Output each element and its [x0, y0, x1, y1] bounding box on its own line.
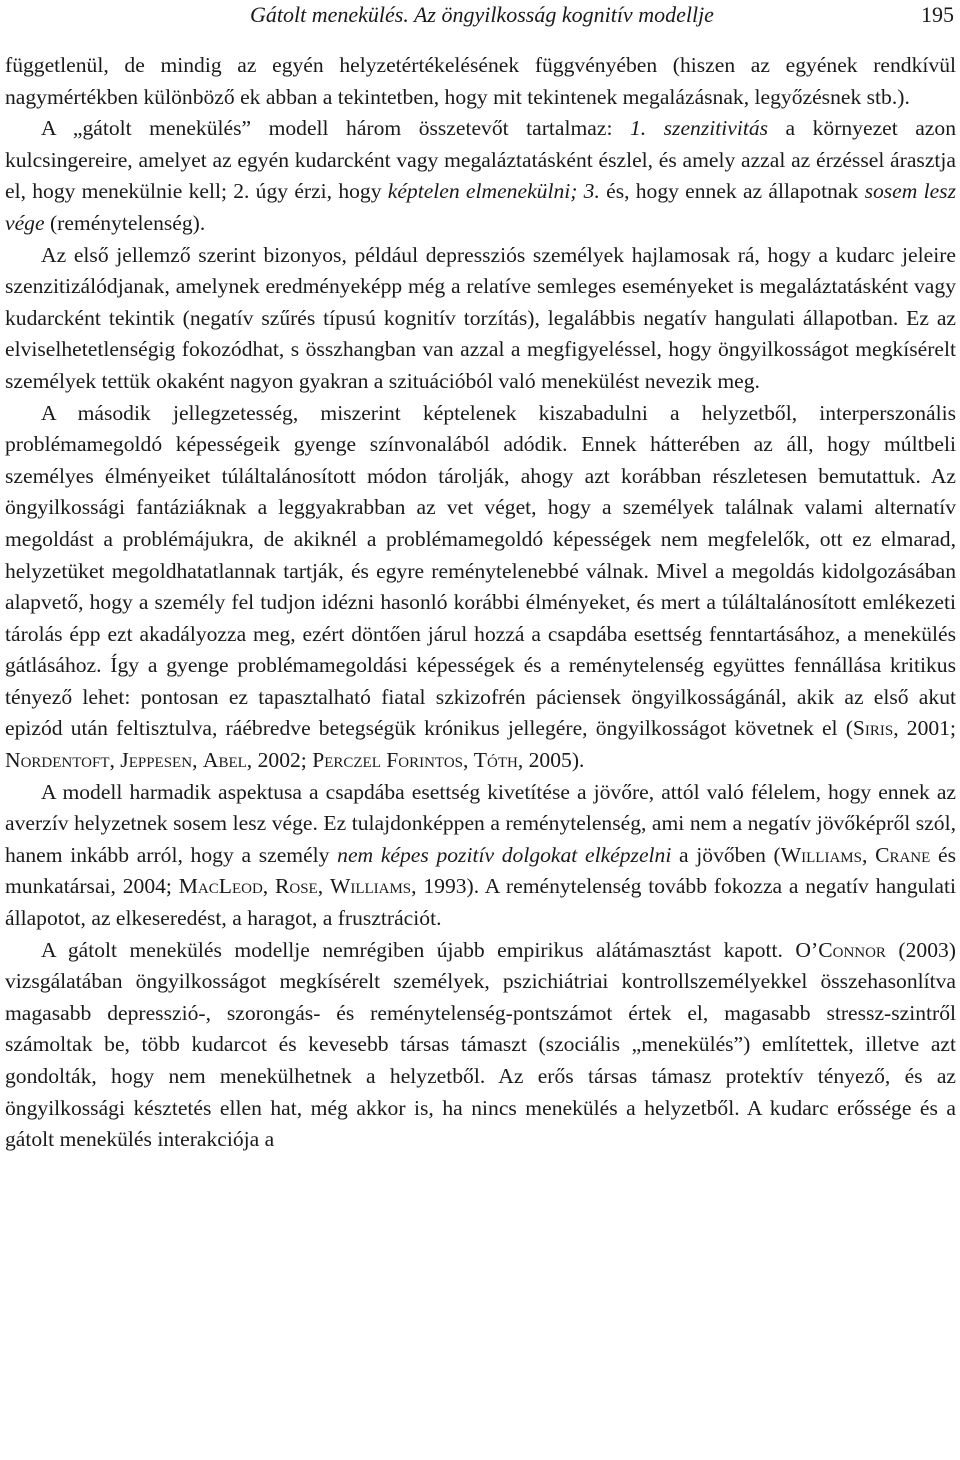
- body-text: [5, 50, 956, 1156]
- author-name: Siris: [852, 716, 894, 741]
- text-span: (reménytelenség).: [44, 210, 206, 235]
- text-span: ,: [317, 874, 330, 899]
- text-span: , 2001;: [893, 716, 956, 741]
- text-span: ,: [861, 842, 876, 867]
- running-header: [5, 2, 956, 32]
- author-name: Crane: [875, 842, 931, 867]
- text-span: ,: [109, 748, 121, 773]
- text-span: ,: [463, 748, 474, 773]
- running-title: Gátolt menekülés. Az öngyilkosság kognitív modellje: [250, 2, 714, 27]
- paragraph-1: függetlenül, de mindig az egyén helyzetértékelésének függvényében (hiszen az egyének rendkívül nagymértékben különböző ek abban a tekintetben, hogy mit tekintenek megalázásnak, legyőzésnek stb.).: [5, 53, 956, 109]
- author-name: Rose: [274, 874, 318, 899]
- text-span: ,: [262, 874, 275, 899]
- text-span: a jövőben (: [671, 842, 781, 867]
- text-span: és, hogy ennek az állapotnak: [599, 179, 865, 204]
- text-span: ,: [192, 748, 203, 773]
- italic-text: képtelen elmenekülni; 3.: [387, 179, 600, 204]
- author-name: Tóth: [473, 748, 518, 773]
- paragraph-2: [5, 113, 956, 239]
- paragraph-5: [5, 777, 956, 935]
- author-name: Williams: [329, 874, 412, 899]
- text-span: , 2005).: [517, 748, 585, 773]
- text-span: , 2002;: [246, 748, 313, 773]
- paragraph-6: [5, 935, 956, 1156]
- text-span: A modell harmadik aspektusa a csapdába esettség kivetítése a jövőre, attól való félelem, hogy ennek az averzív helyzetnek sosem lesz vége. Ez tulajdonképpen a reménytelenség, ami nem a negatív jövőképről szól, hanem inkább arról, hogy a személy: [5, 779, 956, 867]
- page-number: 195: [921, 2, 954, 27]
- italic-text: 1. szenzitivitás: [629, 116, 769, 141]
- text-span: , 1993). A reménytelenség tovább fokozza a negatív hangulati állapotot, az elkeseredést, a haragot, a frusztrációt.: [5, 874, 957, 931]
- text-span: és munkatársai, 2004;: [5, 842, 956, 899]
- italic-text: nem képes pozitív dolgokat elképzelni: [337, 842, 672, 867]
- text-span: A „gátolt menekülés” modell három összetevőt tartalmaz:: [41, 116, 630, 141]
- text-span: a környezet azon kulcsingereire, amelyet az egyén kudarcként vagy megaláztatásként észlel, és amely azzal az érzéssel árasztja el, hogy menekülnie kell; 2. úgy érzi, hogy: [5, 116, 956, 204]
- text-span: A gátolt menekülés modellje nemrégiben újabb empirikus alátámasztást kapott. O’: [41, 937, 819, 962]
- author-name: Nordentoft: [5, 748, 110, 773]
- author-name: Jeppesen: [120, 748, 193, 773]
- text-span: A második jellegzetesség, miszerint képtelenek kiszabadulni a helyzetből, interperszonális problémamegoldó képességeik gyenge színvonalából adódik. Ennek hátterében az áll, hogy múltbeli személyes élményeiket túláltalánosított módon tárolják, ahogy azt korábban részletesen bemutattuk. Az öngyilkossági fantáziáknak a leggyakrabban az vet véget, hogy a személyek találnak valami alternatív megoldást a problémájukra, de akiknél a problémamegoldó képességek nem megfelelők, ott ez elmarad, helyzetüket megoldhatatlannak tartják, és egyre reménytelenebbé válnak. Mivel a megoldás kidolgozásában alapvető, hogy a személy fel tudjon idézni hasonló korábbi élményeket, és mert a túláltalánosított emlékezeti tárolás épp ezt akadályozza meg, ezért döntően járul hozzá a csapdába esettség fenntartásához, a menekülés gátlásához. Így a gyenge problémamegoldási képességek és a reménytelenség együttes fennállása kritikus tényező lehet: pontosan ez tapasztalható fiatal szkizofrén páciensek öngyilkosságánál, akik az első akut epizód után feltisztulva, ráébredve betegségük krónikus jellegére, öngyilkosságot követnek el (: [5, 400, 956, 741]
- author-name: Connor: [818, 937, 886, 962]
- author-name: MacLeod: [178, 874, 263, 899]
- author-name: Perczel Forintos: [312, 748, 463, 773]
- author-name: Williams: [780, 842, 862, 867]
- italic-text: sosem lesz vége: [5, 179, 956, 235]
- text-span: (2003) vizsgálatában öngyilkosságot megkísérelt személyek, pszichiátriai kontrollszemélyekkel összehasonlítva magasabb depresszió-, szorongás- és reménytelenség-pontszámot értek el, magasabb stressz-szintről számoltak be, több kudarcot és kevesebb társas támaszt (szociális „menekülés”) említettek, illetve azt gondolták, hogy nem menekülhetnek a helyzetből. Az erős társas támasz protektív tényező, és az öngyilkossági késztetés ellen hat, még akkor is, ha nincs menekülés a helyzetből. A kudarc erőssége és a gátolt menekülés interakciója a: [5, 937, 956, 1152]
- paragraph-3: Az első jellemző szerint bizonyos, például depressziós személyek hajlamosak rá, hogy a kudarc jeleire szenzitizálódjanak, amelynek eredményeképp még a relatíve semleges eseményeket is megaláztatásként vagy kudarcként tekintik (negatív szűrés típusú kognitív torzítás), legalábbis negatív hangulati állapotban. Ez az elviselhetetlenségig fokozódhat, s összhangban van azzal a megfigyeléssel, hogy öngyilkosságot megkísérelt személyek tettük okaként nagyon gyakran a szituációból való menekülést nevezik meg.: [5, 242, 956, 393]
- author-name: Abel: [202, 748, 247, 773]
- paragraph-4: [5, 398, 956, 777]
